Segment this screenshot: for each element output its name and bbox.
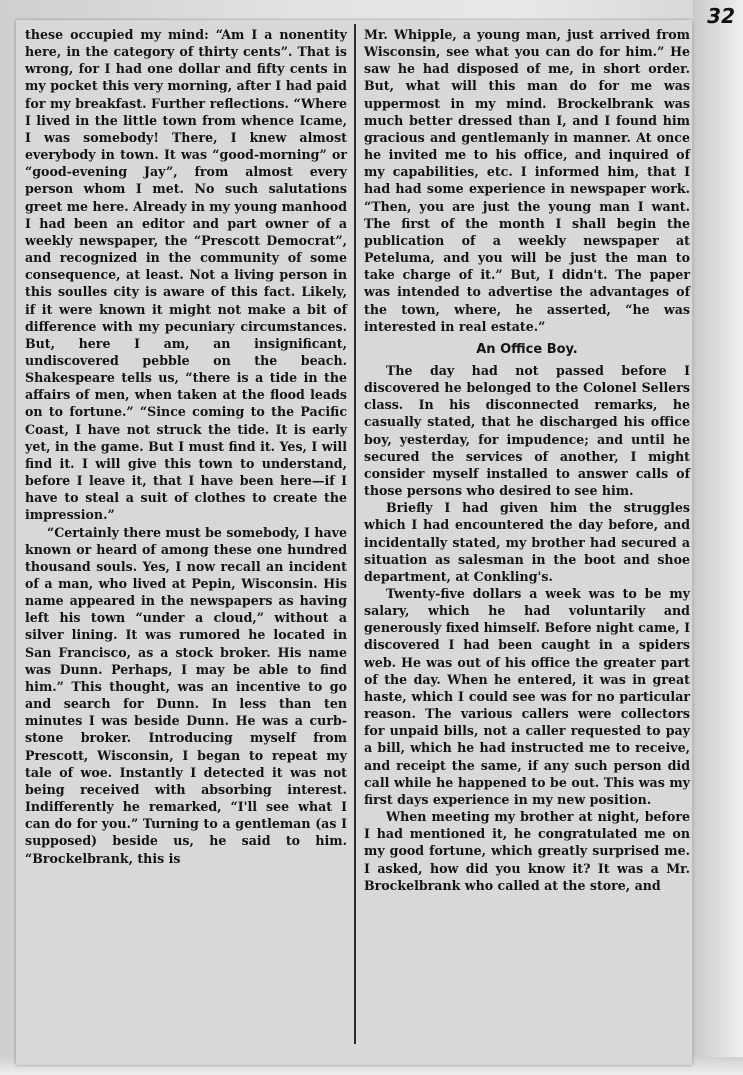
scan-edge-right — [693, 0, 743, 1075]
paragraph: Twenty-five dollars a week was to be my salary, which he had voluntarily and generously fixed himself. Before night came, I discovered I had been caught in a spiders web. He was out of his office the greater part of the day. When he entered, it was in great haste, which I could see was for no particular reason. The various callers were collectors for unpaid bills, not a caller requested to pay a bill, which he had instructed me to receive, and receipt the same, if any such person did call while he happened to be out. This was my first days experience in my new position. — [364, 586, 690, 807]
column-divider — [354, 24, 356, 1044]
paragraph: The day had not passed before I discovered he belonged to the Colonel Sellers class. In his disconnected remarks, he casually stated, that he discharged his office boy, yesterday, for impudence; and until he secured the services of another, I might consider myself installed to answer calls of those persons who desired to see him. — [364, 362, 690, 499]
paragraph: Mr. Whipple, a young man, just arrived from Wisconsin, see what you can do for him.” He saw he had disposed of me, in short order. But, what will this man do for me was uppermost in my mind. Brockelbrank was much better dressed than I, and I found him gracious and gentlemanly in manner. At once he invited me to his office, and inquired of my capabilities, etc. I informed him, that I had had some experience in newspaper work. “Then, you are just the young man I want. The first of the month I shall begin the publication of a weekly newspaper at Peteluma, and you will be just the man to take charge of it.” But, I didn't. The paper was intended to advertise the advantages of the town, where, he asserted, “he was interested in real estate.” — [364, 27, 690, 334]
paragraph: When meeting my brother at night, before I had mentioned it, he congratulated me on my good fortune, which greatly surprised me. I asked, how did you know it? It was a Mr. Brockelbrank who called at the store, and — [364, 809, 690, 893]
right-column — [364, 26, 690, 894]
section-heading: An Office Boy. — [476, 341, 578, 357]
page-number: 32 — [707, 4, 735, 28]
left-column — [25, 26, 347, 867]
paragraph: “Certainly there must be somebody, I have known or heard of among these one hundred thousand souls. Yes, I now recall an incident of a man, who lived at Pepin, Wisconsin. His name appeared in the newspapers as having left his town “under a cloud,” without a silver lining. It was rumored he located in San Francisco, as a stock broker. His name was Dunn. Perhaps, I may be able to find him.” This thought, was an incentive to go and search for Dunn. In less than ten minutes I was beside Dunn. He was a curb-stone broker. Introducing myself from Prescott, Wisconsin, I began to repeat my tale of woe. Instantly I detected it was not being received with absorbing interest. Indifferently he remarked, “I'll see what I can do for you.” Turning to a gentleman (as I supposed) beside us, he said to him. “Brockelbrank, this is — [25, 524, 347, 866]
paragraph: Briefly I had given him the struggles which I had encountered the day before, and incidentally stated, my brother had secured a situation as salesman in the boot and shoe department, at Conkling's. — [364, 500, 690, 584]
paragraph: these occupied my mind: “Am I a nonentity here, in the category of thirty cents”. That is wrong, for I had one dollar and fifty cents in my pocket this very morning, after I had paid for my breakfast. Further reflections. “Where I lived in the little town from whence Icame, I was somebody! There, I knew almost everybody in town. It was “good-morning” or “good-evening Jay”, from almost every person whom I met. No such salutations greet me here. Already in my young manhood I had been an editor and part owner of a weekly newspaper, the “Prescott Democrat”, and recognized in the community of some consequence, at least. Not a living person in this soulles city is aware of this fact. Likely, if it were known it might not make a bit of difference with my pecuniary circumstances. But, here I am, an insignificant, undiscovered pebble on the beach. Shakespeare tells us, “there is a tide in the affairs of men, when taken at the flood leads on to fortune.” “Since coming to the Pacific Coast, I have not struck the tide. It is early yet, in the game. But I must find it. Yes, I will find it. I will give this town to understand, before I leave it, that I have been here—if I have to steal a suit of clothes to create the impression.” — [25, 27, 347, 523]
